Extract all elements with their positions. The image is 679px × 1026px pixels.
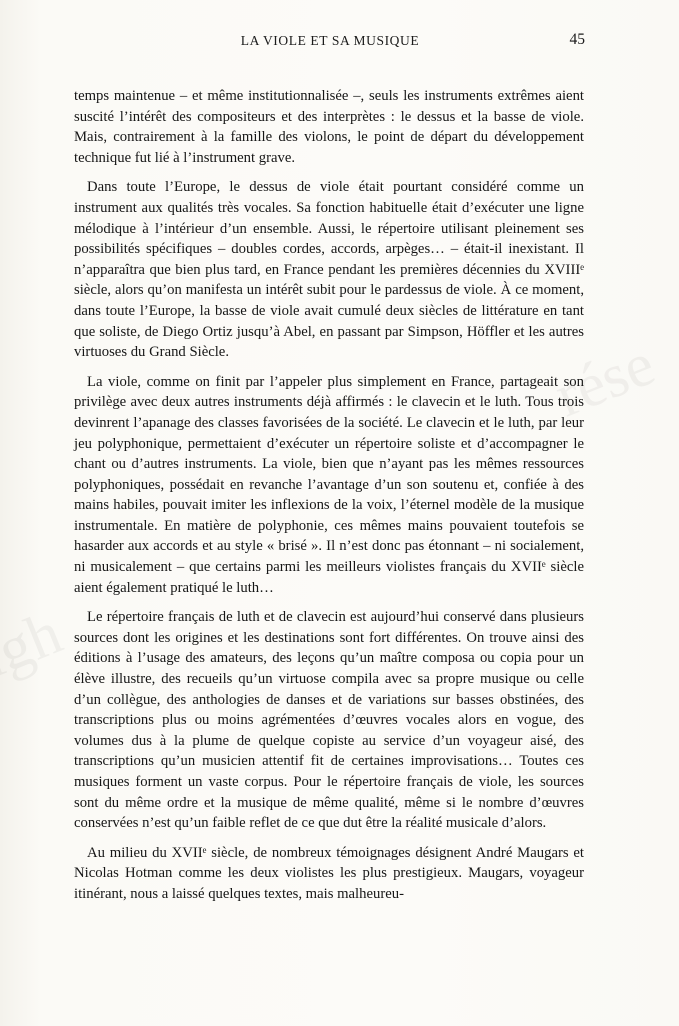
- paragraph: La viole, comme on finit par l’appeler plus simplement en France, partageait son privilège avec deux autres instruments déjà affirmés : le clavecin et le luth. Tous trois devinrent l’apanage des classes favorisées de la société. Le clavecin et le luth, par leur jeu polyphonique, permettaient d’exécuter un répertoire soliste et d’accompagner le chant ou d’autres instruments. La viole, bien que n’ayant pas les mêmes ressources polyphoniques, possédait en revanche l’avantage d’un son soutenu et, confiée à des mains habiles, pouvait imiter les inflexions de la voix, l’éternel modèle de la musique instrumentale. En matière de polyphonie, ces mêmes mains pouvaient toutefois se hasarder aux accords et au style « brisé ». Il n’est donc pas étonnant – ni socialement, ni musicalement – que certains parmi les meilleurs violistes français du XVIIᵉ siècle aient également pratiqué le luth…: [74, 373, 584, 596]
- paragraph: Le répertoire français de luth et de clavecin est aujourd’hui conservé dans plusieurs sources dont les origines et les destinations sont fort différentes. On trouve ainsi des éditions à l’usage des amateurs, des leçons qu’un maître composa ou copia pour un élève illustre, des recueils qu’un virtuose compila avec sa propre musique ou celle d’un collègue, des anthologies de danses et de variations sur basses obstinées, des transcriptions plus ou moins agrémentées d’œuvres vocales alors en vogue, des volumes dus à la plume de quelque copiste au service d’un voyageur aisé, des transcriptions qu’un musicien attentif fit de certaines improvisations… Toutes ces musiques forment un vaste corpus. Pour le répertoire français de viole, les sources sont du même ordre et la musique de même qualité, même si le nombre d’œuvres conservées n’est qu’un faible reflet de ce que dut être la réalité musicale d’alors.: [74, 609, 584, 832]
- paragraph: Dans toute l’Europe, le dessus de viole était pourtant considéré comme un instrument aux qualités très vocales. Sa fonction habituelle était d’exécuter une ligne mélodique à l’intérieur d’un ensemble. Aussi, le répertoire utilisant pleinement ses possibilités spécifiques – doubles cordes, accords, arpèges… – était-il inexistant. Il n’apparaîtra que bien plus tard, en France pendant les premières décennies du XVIIIᵉ siècle, alors qu’on manifesta un intérêt subit pour le pardessus de viole. À ce moment, dans toute l’Europe, la basse de viole avait cumulé deux siècles de littérature en tant que soliste, de Diego Ortiz jusqu’à Abel, en passant par Simpson, Höffler et les autres virtuoses du Grand Siècle.: [74, 179, 584, 361]
- page-number: 45: [569, 31, 585, 48]
- running-head: [75, 31, 585, 53]
- copyright-watermark-left: [0, 598, 72, 694]
- paragraph: Au milieu du XVIIᵉ siècle, de nombreux témoignages désignent André Maugars et Nicolas Hotman comme les deux violistes les plus prestigieux. Maugars, voyageur itinérant, nous a laissé quelques textes, mais malheureu-: [74, 844, 584, 902]
- paragraph: temps maintenue – et même institutionnalisée –, seuls les instruments extrêmes aient suscité l’intérêt des compositeurs et des interprètes : le dessus et la basse de viole. Mais, contrairement à la famille des violons, le point de départ du développement technique fut lié à l’instrument grave.: [74, 88, 584, 166]
- body-text: [74, 86, 584, 905]
- running-title: LA VIOLE ET SA MUSIQUE: [240, 33, 420, 48]
